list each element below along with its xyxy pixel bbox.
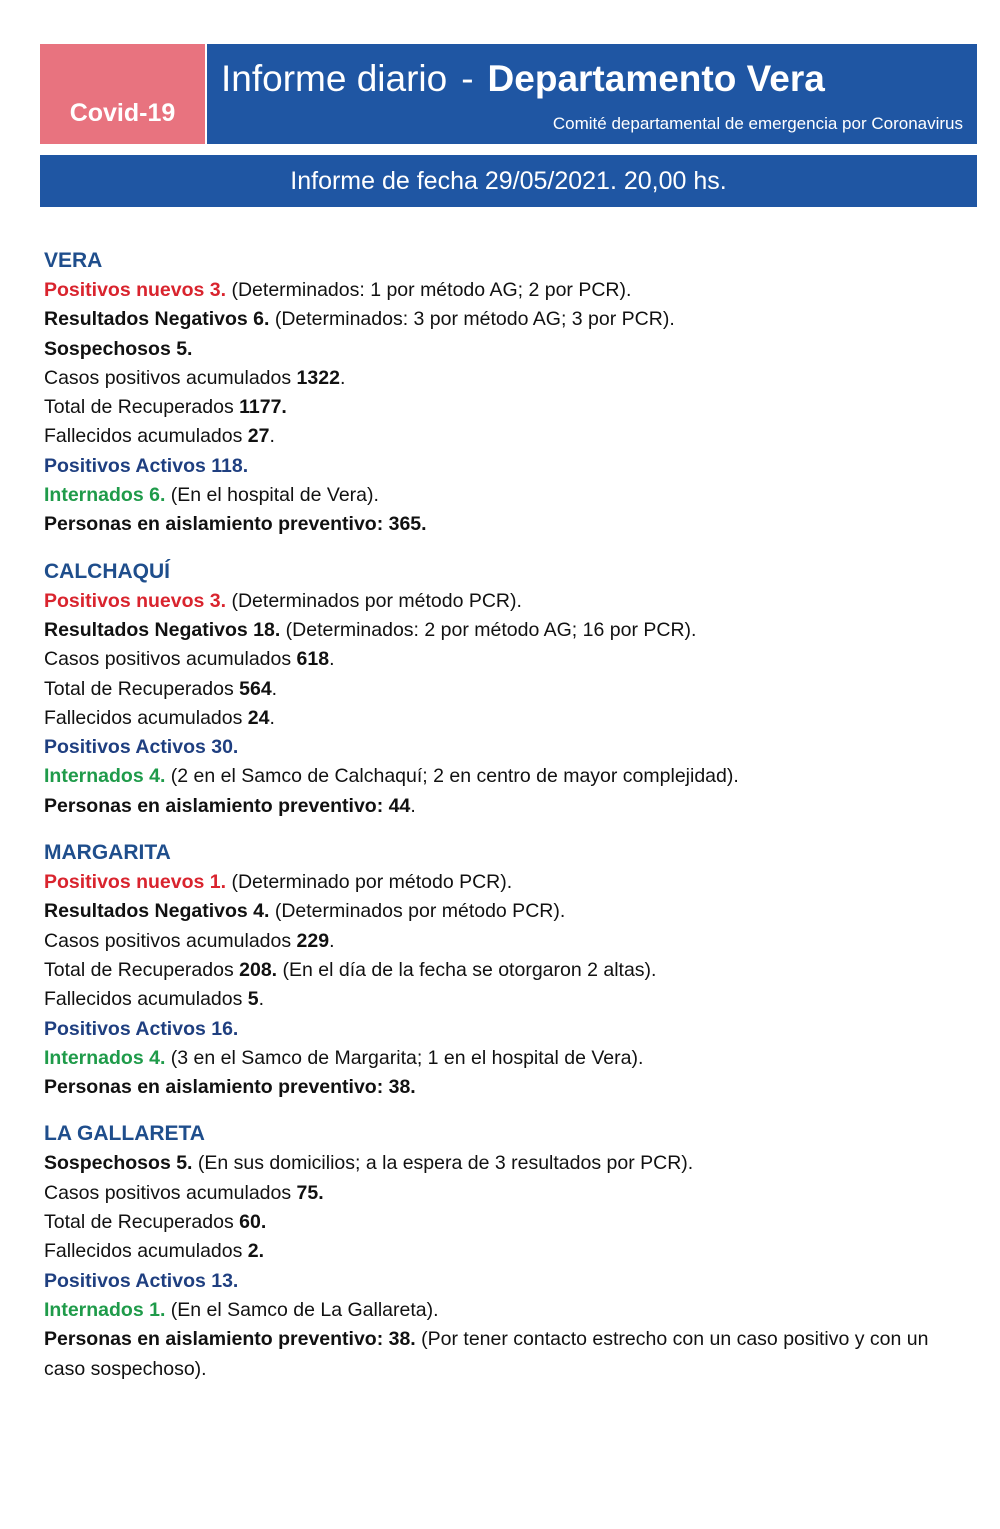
internados-line bbox=[44, 481, 974, 510]
fallecidos-value: 2. bbox=[247, 1240, 265, 1263]
acumulados-text: Casos positivos acumulados bbox=[44, 366, 297, 389]
internados-label: Internados 4. bbox=[44, 1046, 166, 1069]
section-vera bbox=[44, 246, 974, 540]
negativos-line bbox=[44, 897, 974, 926]
recuperados-text: Total de Recuperados bbox=[44, 1211, 240, 1234]
positivos-activos-line: Positivos Activos 118. bbox=[44, 454, 249, 477]
recuperados-value: 564 bbox=[239, 677, 272, 700]
positivos-activos-line: Positivos Activos 30. bbox=[44, 736, 239, 759]
title-part2: Departamento Vera bbox=[487, 58, 825, 99]
aislamiento-line bbox=[44, 510, 974, 539]
internados-line bbox=[44, 1296, 974, 1325]
internados-label: Internados 4. bbox=[44, 765, 166, 788]
recuperados-value: 208. bbox=[239, 958, 278, 981]
section-title: VERA bbox=[44, 249, 103, 272]
report-subtitle: Comité departamental de emergencia por Coronavirus bbox=[552, 114, 963, 133]
fallecidos-text: Fallecidos acumulados bbox=[44, 988, 248, 1011]
positivos-nuevos-label: Positivos nuevos 1. bbox=[44, 871, 227, 894]
fallecidos-line bbox=[44, 704, 974, 733]
internados-detail: (3 en el Samco de Margarita; 1 en el hospital de Vera). bbox=[165, 1046, 644, 1069]
acumulados-value: 75. bbox=[296, 1181, 324, 1204]
acumulados-suffix: . bbox=[329, 929, 335, 952]
section-title: CALCHAQUÍ bbox=[44, 559, 170, 583]
positivos-nuevos-line bbox=[44, 587, 974, 616]
fallecidos-suffix: . bbox=[269, 425, 275, 448]
section-margarita bbox=[44, 838, 974, 1102]
acumulados-text: Casos positivos acumulados bbox=[44, 929, 297, 952]
recuperados-text: Total de Recuperados bbox=[44, 677, 240, 700]
title-separator: - bbox=[461, 58, 474, 99]
aislamiento-line bbox=[44, 792, 974, 821]
recuperados-text: Total de Recuperados bbox=[44, 958, 240, 981]
positivos-activos-line: Positivos Activos 13. bbox=[44, 1269, 239, 1292]
report-header bbox=[40, 44, 977, 144]
recuperados-value: 60. bbox=[239, 1211, 267, 1234]
sospechosos-detail: (En sus domicilios; a la espera de 3 resultados por PCR). bbox=[192, 1152, 694, 1175]
section-calchaqui bbox=[44, 557, 974, 821]
acumulados-suffix: . bbox=[339, 366, 346, 389]
covid-badge bbox=[40, 44, 205, 144]
recuperados-suffix: . bbox=[271, 677, 278, 700]
acumulados-line bbox=[44, 364, 974, 393]
covid-badge-label: Covid-19 bbox=[69, 99, 176, 127]
acumulados-suffix: . bbox=[329, 648, 335, 671]
fallecidos-value: 5 bbox=[247, 988, 259, 1011]
recuperados-suffix: (En el día de la fecha se otorgaron 2 altas). bbox=[277, 958, 657, 981]
title-box bbox=[205, 44, 977, 144]
fallecidos-value: 27 bbox=[247, 425, 270, 448]
positivos-nuevos-detail: (Determinados: 1 por método AG; 2 por PCR). bbox=[226, 279, 632, 301]
aislamiento-line bbox=[44, 1073, 974, 1102]
internados-detail: (En el hospital de Vera). bbox=[165, 484, 379, 507]
positivos-nuevos-line bbox=[44, 868, 974, 897]
positivos-nuevos-label: Positivos nuevos 3. bbox=[44, 589, 227, 612]
recuperados-line bbox=[44, 675, 974, 704]
recuperados-text: Total de Recuperados bbox=[44, 396, 240, 419]
section-la-gallareta bbox=[44, 1119, 974, 1383]
negativos-label: Resultados Negativos 6. bbox=[44, 308, 270, 331]
internados-detail: (En el Samco de La Gallareta). bbox=[165, 1298, 439, 1321]
fallecidos-text: Fallecidos acumulados bbox=[44, 1240, 248, 1263]
report-title bbox=[221, 58, 825, 100]
sospechosos-line bbox=[44, 1149, 974, 1178]
recuperados-value: 1177. bbox=[239, 396, 287, 419]
sospechosos-label: Sospechosos 5. bbox=[44, 1152, 193, 1175]
aislamiento-label: Personas en aislamiento preventivo: 38. bbox=[44, 1328, 416, 1351]
positivos-activos-line: Positivos Activos 16. bbox=[44, 1017, 239, 1040]
negativos-line bbox=[44, 305, 974, 334]
recuperados-line bbox=[44, 956, 974, 985]
recuperados-line bbox=[44, 1208, 974, 1237]
report-date-bar: Informe de fecha 29/05/2021. 20,00 hs. bbox=[40, 155, 977, 207]
internados-label: Internados 6. bbox=[44, 484, 166, 507]
acumulados-value: 618 bbox=[296, 648, 330, 671]
negativos-detail: (Determinados por método PCR). bbox=[269, 900, 566, 923]
positivos-nuevos-detail: (Determinado por método PCR). bbox=[226, 871, 513, 894]
fallecidos-line bbox=[44, 422, 974, 451]
internados-label: Internados 1. bbox=[44, 1298, 166, 1321]
aislamiento-line bbox=[44, 1325, 974, 1384]
internados-line bbox=[44, 1044, 974, 1073]
recuperados-line bbox=[44, 393, 974, 422]
negativos-label: Resultados Negativos 4. bbox=[44, 900, 270, 923]
negativos-label: Resultados Negativos 18. bbox=[44, 618, 281, 641]
fallecidos-text: Fallecidos acumulados bbox=[44, 706, 248, 729]
fallecidos-line bbox=[44, 1237, 974, 1266]
report-content bbox=[44, 246, 974, 1401]
sospechosos-label: Sospechosos 5. bbox=[44, 337, 193, 360]
negativos-detail: (Determinados: 2 por método AG; 16 por PCR). bbox=[280, 618, 697, 641]
acumulados-line bbox=[44, 645, 974, 674]
acumulados-line bbox=[44, 1179, 974, 1208]
internados-line bbox=[44, 762, 974, 791]
aislamiento-detail: . bbox=[410, 794, 416, 817]
acumulados-value: 1322 bbox=[296, 366, 340, 389]
negativos-detail: (Determinados: 3 por método AG; 3 por PCR). bbox=[269, 308, 675, 331]
acumulados-value: 229 bbox=[296, 929, 330, 952]
acumulados-text: Casos positivos acumulados bbox=[44, 648, 297, 671]
fallecidos-value: 24 bbox=[247, 706, 270, 729]
fallecidos-text: Fallecidos acumulados bbox=[44, 425, 248, 448]
acumulados-text: Casos positivos acumulados bbox=[44, 1181, 297, 1204]
internados-detail: (2 en el Samco de Calchaquí; 2 en centro de mayor complejidad). bbox=[165, 765, 739, 788]
title-part1: Informe diario bbox=[221, 58, 448, 99]
acumulados-line bbox=[44, 927, 974, 956]
sospechosos-line bbox=[44, 335, 974, 364]
section-title: LA GALLARETA bbox=[44, 1122, 205, 1146]
aislamiento-label: Personas en aislamiento preventivo: 38. bbox=[44, 1076, 416, 1099]
positivos-nuevos-detail: (Determinados por método PCR). bbox=[226, 589, 522, 612]
fallecidos-line bbox=[44, 985, 974, 1014]
positivos-nuevos-label: Positivos nuevos 3. bbox=[44, 279, 227, 301]
fallecidos-suffix: . bbox=[269, 706, 275, 729]
aislamiento-detail: (Por tener contacto estrecho con un caso positivo y con un caso sospechoso). bbox=[44, 1328, 929, 1380]
section-title: MARGARITA bbox=[44, 841, 171, 865]
fallecidos-suffix: . bbox=[258, 988, 265, 1011]
aislamiento-label: Personas en aislamiento preventivo: 44 bbox=[44, 794, 411, 817]
aislamiento-label: Personas en aislamiento preventivo: 365. bbox=[44, 513, 427, 536]
positivos-nuevos-line bbox=[44, 276, 974, 305]
negativos-line bbox=[44, 616, 974, 645]
